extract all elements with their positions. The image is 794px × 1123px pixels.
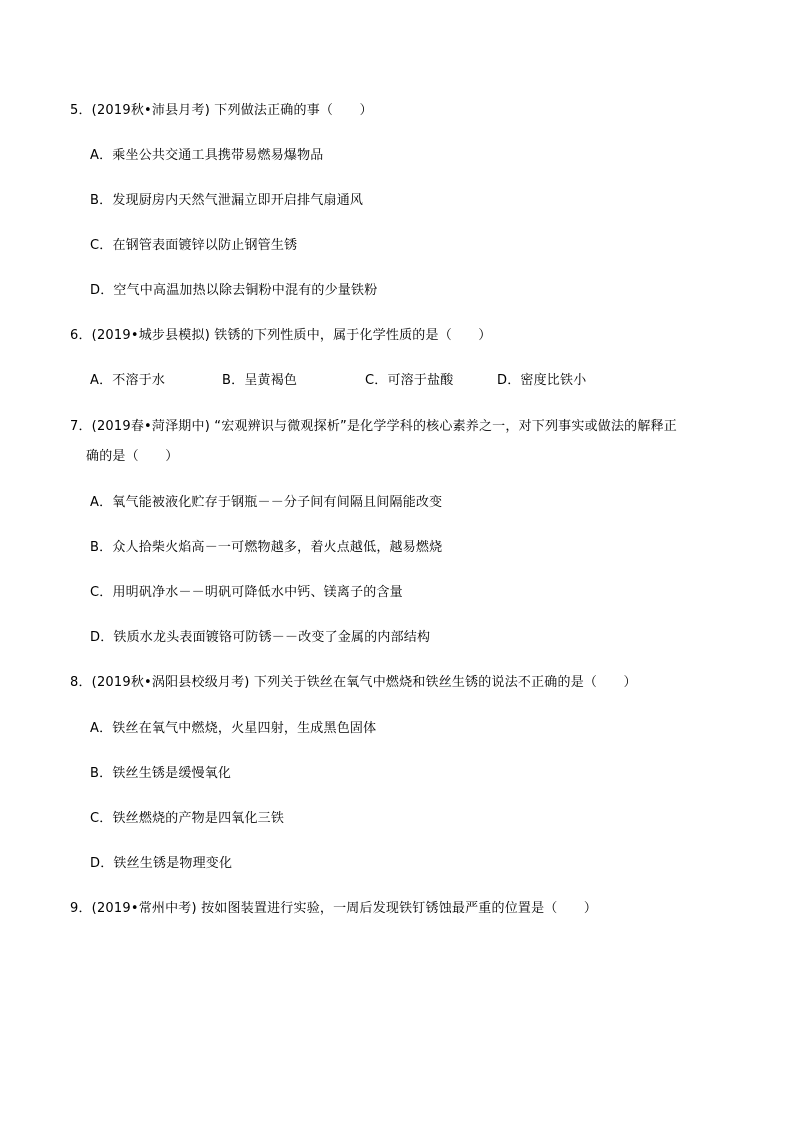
question-5-option-c: C．在钢管表面镀锌以防止钢管生锈 (90, 238, 298, 253)
question-9-stem: 9．(2019•常州中考) 按如图装置进行实验，一周后发现铁钉锈蚀最严重的位置是（ ） (70, 901, 598, 916)
question-5-option-b: B．发现厨房内天然气泄漏立即开启排气扇通风 (90, 193, 364, 208)
question-7-option-b: B．众人拾柴火焰高－一可燃物越多，着火点越低，越易燃烧 (90, 540, 443, 555)
question-5-option-d: D．空气中高温加热以除去铜粉中混有的少量铁粉 (90, 283, 378, 298)
question-8-option-c: C．铁丝燃烧的产物是四氧化三铁 (90, 811, 285, 826)
question-6-option-d: D．密度比铁小 (497, 373, 587, 388)
question-7-option-a: A．氧气能被液化贮存于钢瓶－－分子间有间隔且间隔能改变 (90, 495, 443, 510)
question-5-option-a: A．乘坐公共交通工具携带易燃易爆物品 (90, 148, 324, 163)
question-7-stem-continuation: 确的是（ ） (86, 449, 179, 464)
question-5-stem: 5．(2019秋•沛县月考) 下列做法正确的事（ ） (70, 103, 373, 118)
question-8-option-b: B．铁丝生锈是缓慢氧化 (90, 766, 232, 781)
question-6-option-a: A．不溶于水 (90, 373, 166, 388)
question-8-option-a: A．铁丝在氧气中燃烧，火星四射，生成黑色固体 (90, 721, 377, 736)
question-6-stem: 6．(2019•城步县模拟) 铁锈的下列性质中，属于化学性质的是（ ） (70, 328, 492, 343)
question-6-option-c: C．可溶于盐酸 (365, 373, 454, 388)
question-7-stem: 7．(2019春•菏泽期中) “宏观辨识与微观探析”是化学学科的核心素养之一，对下列事实或做法的解释正 (70, 419, 677, 434)
question-8-option-d: D．铁丝生锈是物理变化 (90, 856, 233, 871)
question-7-option-d: D．铁质水龙头表面镀铬可防锈－－改变了金属的内部结构 (90, 630, 431, 645)
question-6-option-b: B．呈黄褐色 (222, 373, 298, 388)
question-7-option-c: C．用明矾净水－－明矾可降低水中钙、镁离子的含量 (90, 585, 403, 600)
question-8-stem: 8．(2019秋•涡阳县校级月考) 下列关于铁丝在氧气中燃烧和铁丝生锈的说法不正确的是（ ） (70, 675, 637, 690)
